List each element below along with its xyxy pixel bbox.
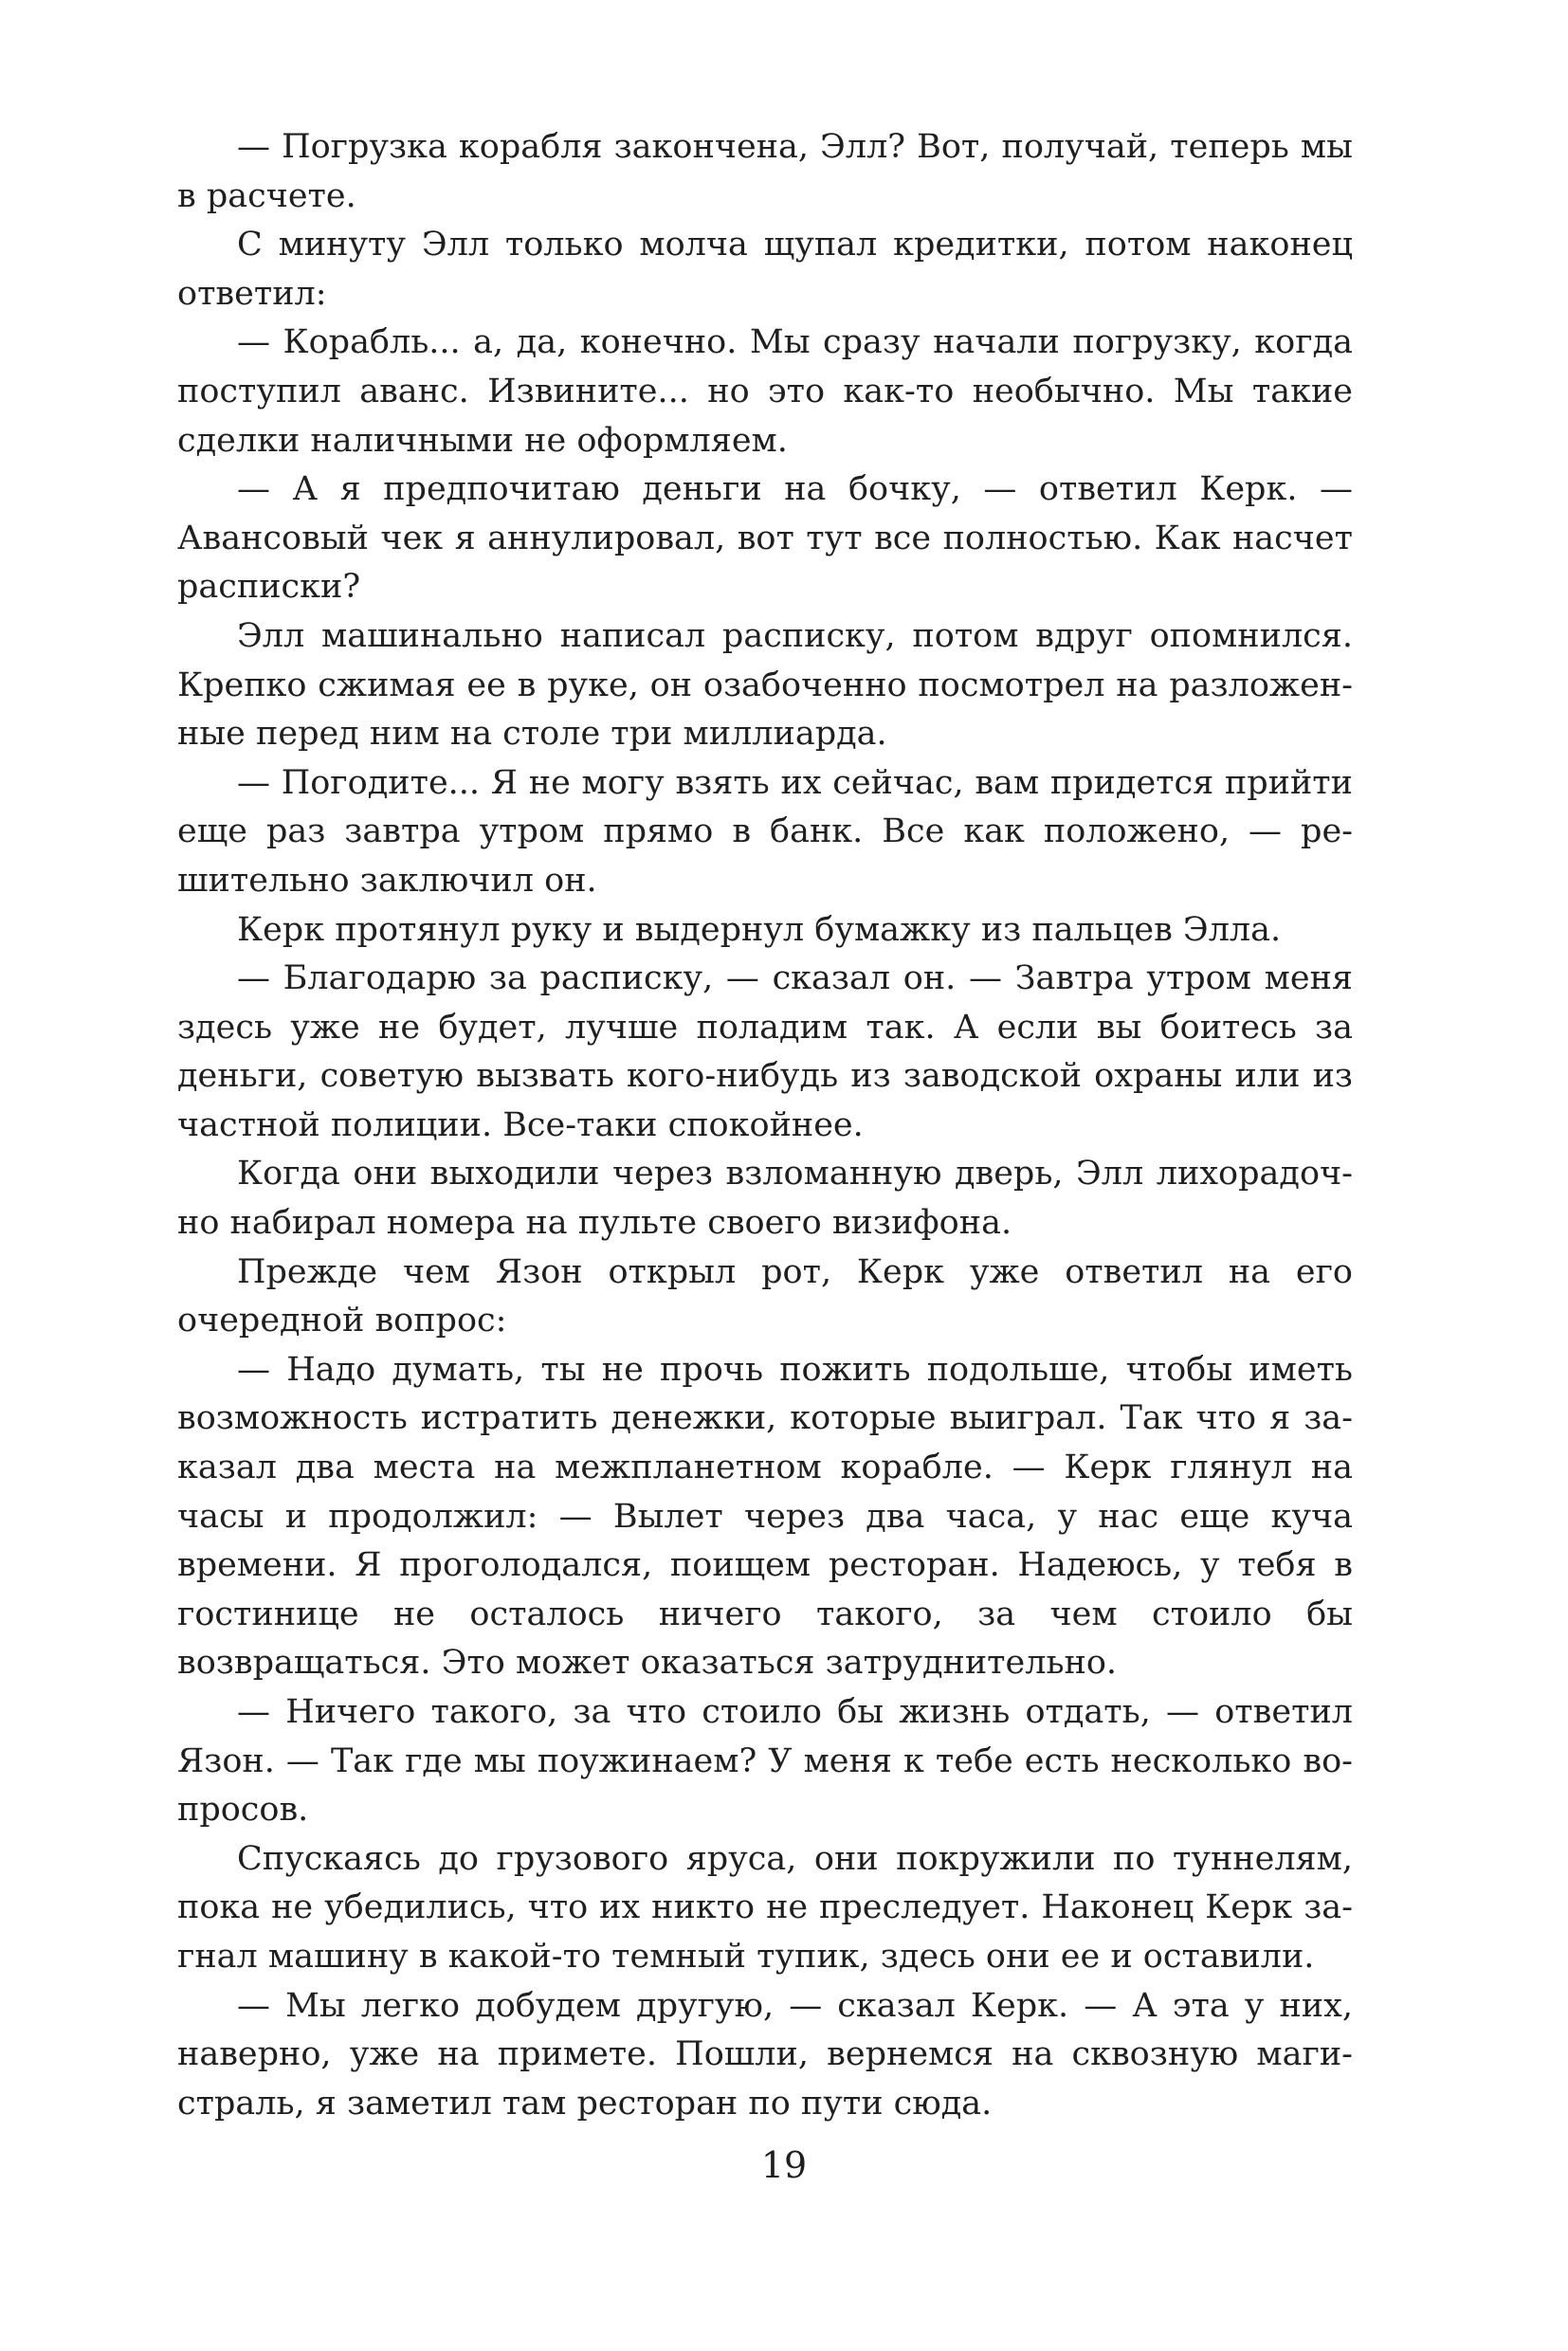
paragraph: — Погрузка корабля закончена, Элл? Вот, получай, теперь мы в расчете. xyxy=(177,128,1353,215)
paragraph: — А я предпочитаю деньги на бочку, — ответил Керк. — Авансовый чек я аннулировал, вот тут все полностью. Как насчет расписки? xyxy=(177,470,1353,607)
paragraph: — Благодарю за расписку, — сказал он. — Завтра утром меня здесь уже не будет, лучше поладим так. А если вы боитесь за деньги, советую вызвать кого-нибудь из заводской охраны или из частной полиции. Все-таки спокойнее. xyxy=(177,959,1353,1144)
paragraph: — Надо думать, ты не прочь пожить подольше, чтобы иметь возможность истратить денежки, которые выиграл. Так что я заказал два места на межпланетном корабле. — Керк глянул на часы и продолжил: — Вылет через два часа, у нас еще куча времени. Я проголодался, поищем ресторан. Надеюсь, у тебя в гостинице не осталось ничего такого, за чем стоило бы возвращаться. Это может оказаться затруднительно. xyxy=(177,1350,1353,1683)
paragraph: — Погодите... Я не могу взять их сейчас, вам придется прийти еще раз завтра утром прямо в банк. Все как положено, — решительно заключил он. xyxy=(177,763,1353,900)
paragraph: Элл машинально написал расписку, потом вдруг опомнился. Крепко сжимая ее в руке, он озабоченно посмотрел на разложенные перед ним на столе три миллиарда. xyxy=(177,616,1353,754)
page-number: 19 xyxy=(760,2144,808,2186)
body-text xyxy=(177,123,1353,2128)
paragraph: — Корабль... а, да, конечно. Мы сразу начали погрузку, когда поступил аванс. Извините... но это как-то необычно. Мы такие сделки наличными не оформляем. xyxy=(177,323,1353,460)
paragraph: — Мы легко добудем другую, — сказал Керк. — А эта у них, наверно, уже на примете. Пошли, вернемся на сквозную магистраль, я заметил там ресторан по пути сюда. xyxy=(177,1986,1353,2123)
paragraph: Керк протянул руку и выдернул бумажку из пальцев Элла. xyxy=(237,910,1282,949)
paragraph: С минуту Элл только молча щупал кредитки, потом наконец ответил: xyxy=(177,226,1353,313)
paragraph: Прежде чем Язон открыл рот, Керк уже ответил на его очередной вопрос: xyxy=(177,1252,1353,1340)
paragraph: Спускаясь до грузового яруса, они покружили по туннелям, пока не убедились, что их никто не преследует. Наконец Керк загнал машину в какой-то темный тупик, здесь они ее и оставили. xyxy=(177,1839,1353,1976)
paragraph: — Ничего такого, за что стоило бы жизнь отдать, — ответил Язон. — Так где мы поужинаем? У меня к тебе есть несколько вопросов. xyxy=(177,1693,1353,1830)
paragraph: Когда они выходили через взломанную дверь, Элл лихорадочно набирал номера на пульте своего визифона. xyxy=(177,1155,1353,1243)
